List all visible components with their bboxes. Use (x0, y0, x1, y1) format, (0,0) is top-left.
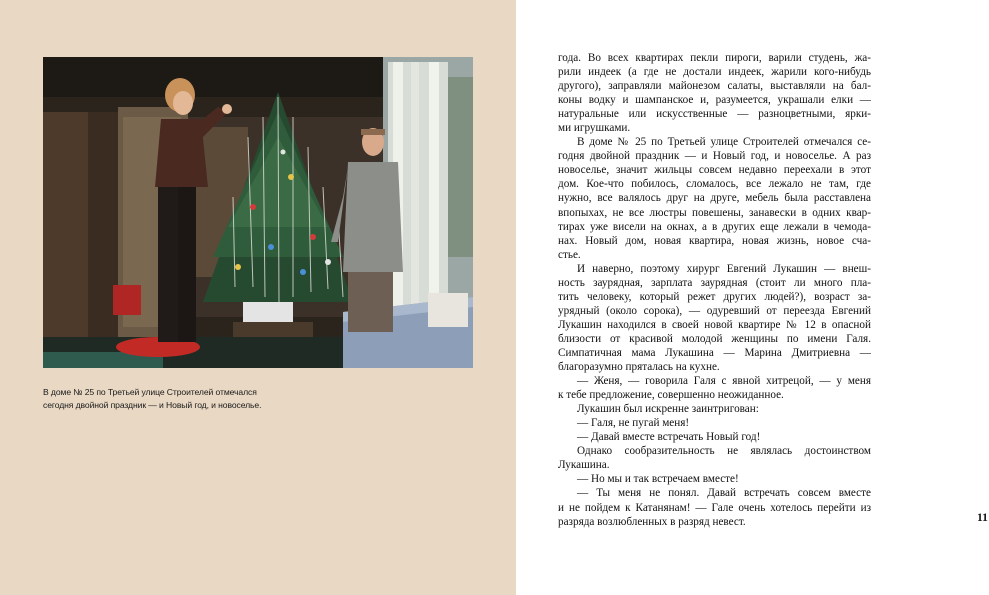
body-text-line: В доме № 25 по Третьей улице Строителей отмечался се- (577, 136, 871, 149)
body-text-line: новоселье, значит жильцы совсем недавно переехали в этот (558, 164, 871, 177)
body-text-line: ми игрушками. (558, 122, 631, 135)
body-text-line: разряда возлюбленных в разряд невест. (558, 515, 746, 528)
body-text-line: урядный (около сорока), — одуревший от переезда Евгений (558, 304, 871, 317)
body-text-line: — Ты меня не понял. Давай встречать совсем вместе (577, 487, 871, 500)
body-text-line: Симпатичная мама Лукашина — Марина Дмитриевна — (558, 346, 871, 359)
body-text-line: — Но мы и так встречаем вместе! (577, 473, 739, 486)
film-still-photo (43, 57, 473, 368)
body-text-line: тить человеку, который режет других людей?), возраст за- (558, 290, 871, 303)
caption-line: В доме № 25 по Третьей улице Строителей отмечался (43, 387, 257, 397)
body-text-line: Лукашин находился в своей новой квартире № 12 в опасной (558, 318, 871, 331)
photo-caption (43, 386, 293, 412)
body-text-line: годня двойной праздник — и Новый год, и новоселье. А раз (558, 150, 871, 163)
body-text-line: благоразумно пряталась на кухне. (558, 361, 720, 374)
body-text-line: — Давай вместе встречать Новый год! (577, 431, 761, 444)
body-text-line: Лукашина. (558, 459, 610, 472)
body-text-line: нужно, все валялось друг на друге, мебель была расставлена (558, 192, 871, 205)
body-text-line: года. Во всех квартирах пекли пироги, варили студень, жа- (558, 52, 871, 64)
body-text-line: натуральные или искусственные — разноцветными, ярки- (558, 108, 871, 121)
body-text-line: — Женя, — говорила Галя с явной хитрецой, — у меня (577, 375, 871, 388)
body-text (558, 51, 871, 529)
body-text-line: впопыхах, не все люстры повешены, занавески в одних квар- (558, 206, 871, 219)
body-text-line: Однако сообразительность не являлась достоинством (577, 445, 871, 458)
body-text-line: к тебе предложение, совершенно неожиданное. (558, 389, 784, 402)
body-text-line: И наверно, поэтому хирург Евгений Лукашин — внеш- (577, 262, 871, 275)
body-text-line: дом. Кое-что побилось, сломалось, все лежало не там, где (558, 178, 871, 191)
body-text-line: ность заурядная, зарплата заурядная (стоит ли много пла- (558, 276, 871, 289)
body-text-line: нах. Новый дом, новая квартира, новая жизнь, новое сча- (558, 234, 871, 247)
body-text-line: коны водку и шампанское и, разумеется, украшали елки — (558, 94, 871, 107)
body-text-line: и не пойдем к Катанянам! — Гале очень хотелось перейти из (558, 501, 871, 514)
body-text-line: стье. (558, 248, 581, 261)
page-number: 11 (977, 512, 988, 524)
caption-line: сегодня двойной праздник — и Новый год, и новоселье. (43, 400, 262, 410)
body-text-line: близости от красивой молодой женщины по имени Галя. (558, 332, 871, 345)
body-text-line: тирах уже висели на окнах, а в других еще лежали в чемода- (558, 220, 871, 233)
body-text-line: Лукашин был искренне заинтригован: (577, 403, 759, 416)
body-text-line: другого), заправляли майонезом салаты, выставляли на бал- (558, 80, 871, 93)
body-text-line: рили индеек (а где не достали индеек, жарили кого-нибудь (558, 66, 871, 79)
body-text-line: — Галя, не пугай меня! (577, 417, 690, 430)
